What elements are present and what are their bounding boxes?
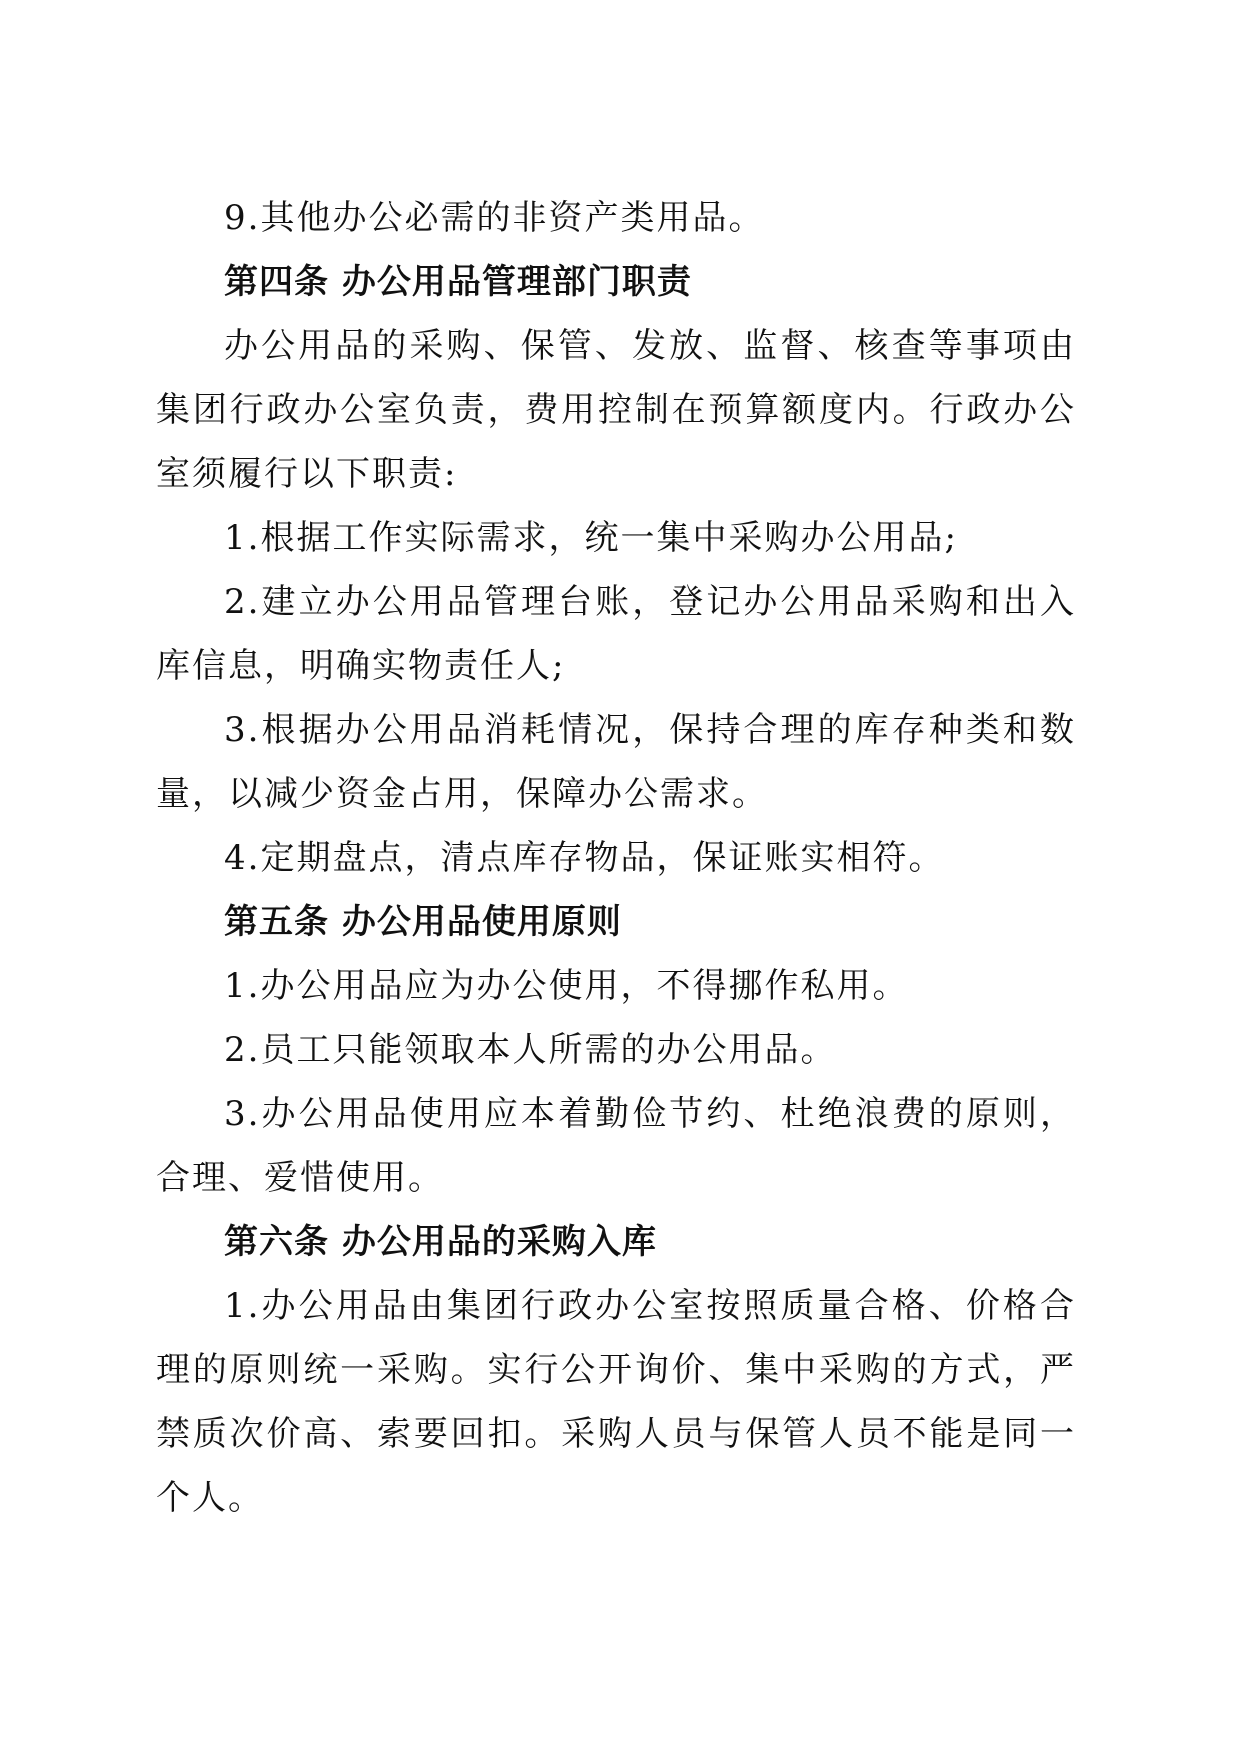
paragraph-item-9: 9.其他办公必需的非资产类用品。 (224, 198, 765, 238)
article-5-heading: 第五条 办公用品使用原则 (224, 902, 622, 942)
article-4-heading: 第四条 办公用品管理部门职责 (224, 262, 692, 302)
article-5-item-2: 2.员工只能领取本人所需的办公用品。 (224, 1030, 837, 1070)
article-4-item-2: 2.建立办公用品管理台账，登记办公用品采购和出入库信息，明确实物责任人; (156, 582, 1076, 686)
article-5-item-3: 3.办公用品使用应本着勤俭节约、杜绝浪费的原则，合理、爱惜使用。 (156, 1094, 1076, 1198)
document-body (156, 186, 1076, 1530)
article-4-intro: 办公用品的采购、保管、发放、监督、核查等事项由集团行政办公室负责，费用控制在预算额度内。行政办公室须履行以下职责: (156, 326, 1076, 494)
article-6-heading: 第六条 办公用品的采购入库 (224, 1222, 657, 1262)
article-5-item-1: 1.办公用品应为办公使用，不得挪作私用。 (224, 966, 909, 1006)
article-6-item-1: 1.办公用品由集团行政办公室按照质量合格、价格合理的原则统一采购。实行公开询价、集中采购的方式，严禁质次价高、索要回扣。采购人员与保管人员不能是同一个人。 (156, 1286, 1076, 1518)
article-4-item-1: 1.根据工作实际需求，统一集中采购办公用品; (224, 518, 958, 558)
article-4-item-4: 4.定期盘点，清点库存物品，保证账实相符。 (224, 838, 945, 878)
article-4-item-3: 3.根据办公用品消耗情况，保持合理的库存种类和数量，以减少资金占用，保障办公需求。 (156, 710, 1076, 814)
